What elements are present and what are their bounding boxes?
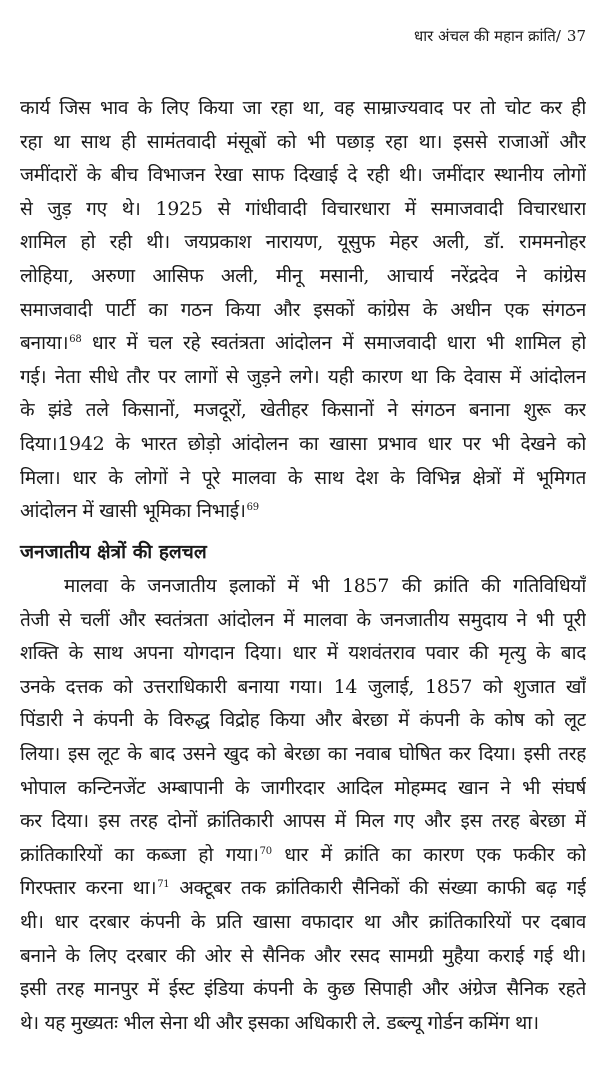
text-line: इसी तरह मानपुर में ईस्ट इंडिया कंपनी के कुछ सिपाही और अंग्रेज सैनिक रहते	[20, 978, 586, 1001]
text-line: से जुड़ गए थे। 1925 से गांधीवादी विचारधारा में समाजवादी विचारधारा	[20, 197, 586, 220]
text-line: मिला। धार के लोगों ने पूरे मालवा के साथ देश के विभिन्न क्षेत्रों में भूमिगत	[20, 466, 586, 489]
running-title: धार अंचल की महान क्रांति/	[413, 27, 561, 45]
text-line	[20, 327, 586, 361]
paragraph-tribal-regions	[20, 570, 586, 1040]
text-fragment: गिरफ्तार करना था।	[20, 877, 157, 900]
text-line: लोहिया, अरुणा आसिफ अली, मीनू मसानी, आचार्य नरेंद्रदेव ने कांग्रेस	[20, 264, 586, 287]
text-fragment: धार में चल रहे स्वतंत्रता आंदोलन में समाजवादी धारा भी शामिल हो	[81, 332, 586, 355]
text-line: बनाने के लिए दरबार की ओर से सैनिक और रसद सामग्री मुहैया कराई गई थी।	[20, 944, 586, 967]
text-line: तेजी से चलीं और स्वतंत्रता आंदोलन में मालवा के जनजातीय समुदाय ने भी पूरी	[20, 608, 586, 631]
text-fragment: क्रांतिकारियों का कब्जा हो गया।	[20, 843, 259, 866]
text-line: कर दिया। इस तरह दोनों क्रांतिकारी आपस में मिल गए और इस तरह बेरछा में	[20, 810, 586, 833]
text-line: थी। धार दरबार कंपनी के प्रति खासा वफादार था और क्रांतिकारियों पर दबाव	[20, 910, 586, 933]
footnote-marker: 68	[69, 334, 82, 346]
text-line	[20, 872, 586, 906]
text-line: गई। नेता सीधे तौर पर लागों से जुड़ने लगे। यही कारण था कि देवास में आंदोलन	[20, 365, 586, 388]
page-number: 37	[566, 27, 586, 45]
text-line: समाजवादी पार्टी का गठन किया और इसकों कांग्रेस के अधीन एक संगठन	[20, 298, 586, 321]
text-line: उनके दत्तक को उत्तराधिकारी बनाया गया। 14 जुलाई, 1857 को शुजात खाँ	[20, 675, 586, 698]
text-line: पिंडारी ने कंपनी के विरुद्ध विद्रोह किया और बेरछा में कंपनी के कोष को लूट	[20, 709, 586, 732]
text-line: शामिल हो रही थी। जयप्रकाश नारायण, यूसुफ मेहर अली, डॉ. राममनोहर	[20, 231, 586, 254]
footnote-marker: 70	[259, 845, 272, 857]
text-line: लिया। इस लूट के बाद उसने खुद को बेरछा का नवाब घोषित कर दिया। इसी तरह	[20, 742, 586, 765]
text-fragment: अक्टूबर तक क्रांतिकारी सैनिकों की संख्या काफी बढ़ गई	[169, 877, 586, 900]
text-line: भोपाल कन्टिनजेंट अम्बापानी के जागीरदार आदिल मोहम्मद खान ने भी संघर्ष	[20, 776, 586, 799]
paragraph-freedom-movement	[20, 92, 586, 529]
text-line: जमींदारों के बीच विभाजन रेखा साफ दिखाई दे रही थी। जमींदार स्थानीय लोगों	[20, 164, 586, 187]
text-line: कार्य जिस भाव के लिए किया जा रहा था, वह साम्राज्यवाद पर तो चोट कर ही	[20, 97, 586, 119]
text-line: दिया।1942 के भारत छोड़ो आंदोलन का खासा प्रभाव धार पर भी देखने को	[20, 432, 586, 455]
text-line: के झंडे तले किसानों, मजदूरों, खेतीहर किसानों ने संगठन बनाना शुरू कर	[20, 399, 586, 422]
text-fragment: धार में क्रांति का कारण एक फकीर को	[271, 843, 586, 866]
footnote-marker: 69	[246, 502, 259, 514]
text-fragment: बनाया।	[20, 332, 69, 355]
text-line	[20, 839, 586, 873]
footnote-marker: 71	[157, 879, 170, 891]
text-line: थे। यह मुख्यतः भील सेना थी और इसका अधिकारी ले. डब्ल्यू गोर्डन कमिंग था।	[20, 1011, 539, 1034]
text-line: मालवा के जनजातीय इलाकों में भी 1857 की क्रांति की गतिविधियाँ	[64, 575, 586, 597]
text-line: शक्ति के साथ अपना योगदान दिया। धार में यशवंतराव पवार की मृत्यु के बाद	[20, 642, 586, 665]
section-heading: जनजातीय क्षेत्रों की हलचल	[20, 541, 207, 563]
text-line: रहा था साथ ही सामंतवादी मंसूबों को भी पछाड़ रहा था। इससे राजाओं और	[20, 130, 586, 153]
text-fragment: आंदोलन में खासी भूमिका निभाई।	[20, 500, 246, 523]
text-line	[20, 495, 586, 529]
running-header	[414, 26, 586, 46]
